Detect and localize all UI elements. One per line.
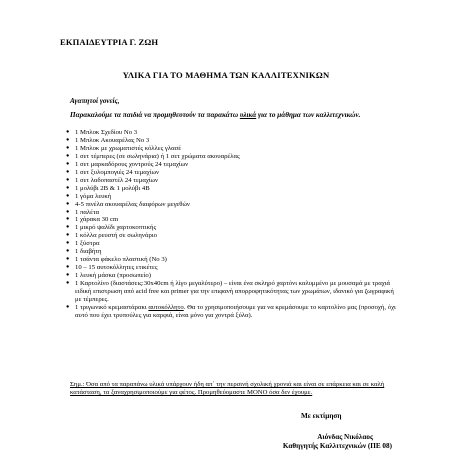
list-item: ● 1 σετ λαδοπαστέλ 24 τεμαχίων	[66, 177, 396, 185]
greeting: Αγαπητοί γονείς,	[70, 97, 120, 105]
list-item: ● 1 Μπλοκ Ακουαρέλας Νο 3	[66, 137, 396, 145]
closing-line: Με εκτίμηση	[301, 412, 342, 420]
intro-text-1: Παρακαλούμε τα παιδιά να προμηθευτούν τα παρακάτω	[70, 111, 240, 119]
materials-list	[66, 129, 396, 320]
item-text-prefix: 1 τριγωνικό κρεμαστάρακι	[75, 303, 149, 311]
list-item: ● 1 μικρό ψαλίδι χαρτοκοπτικής	[66, 224, 396, 232]
list-item: ● 1 παλέτα	[66, 209, 396, 217]
list-item: ● 1 λευκή μάσκα (προσωπείο)	[66, 272, 396, 280]
item-text-suffix: . Θα το χρησιμοποιήσουμε για να κρεμάσουμε το καρτολίνο μας (προσοχή, όχι αυτό που έχει τρυπούλες για καρφιά, είναι μόνο για χοντρά ξύλα).	[75, 303, 396, 319]
intro-paragraph	[70, 111, 400, 119]
list-item: ● 1 σετ μαρκαδόρους χοντρούς 24 τεμαχίων	[66, 161, 396, 169]
intro-underlined-word: υλικά	[239, 111, 257, 119]
list-item: ● 1 τσάντα φάκελο πλαστική (Νο 3)	[66, 256, 396, 264]
intro-text-2: για το μάθημα των καλλιτεχνικών.	[256, 111, 361, 119]
list-item: ● 1 μολύβι 2Β & 1 μολύβι 4Β	[66, 185, 396, 193]
list-item	[66, 304, 396, 320]
signature-name: Αιόνδας Νικόλαος	[317, 433, 373, 441]
list-item: ● 1 Μπλοκ με χρωματιστές κόλλες γλασέ	[66, 145, 396, 153]
signature-role: Καθηγητής Καλλιτεχνικών (ΠΕ 08)	[282, 442, 392, 450]
list-item: ● 1 Μπλοκ Σχεδίου Νο 3	[66, 129, 396, 137]
list-item: ● 4-5 πινέλα ακουαρέλας διαφόρων μεγεθών	[66, 201, 396, 209]
document-title: ΥΛΙΚΑ ΓΙΑ ΤΟ ΜΑΘΗΜΑ ΤΩΝ ΚΑΛΛΙΤΕΧΝΙΚΩΝ	[122, 70, 330, 80]
list-item: ● 1 κόλλα ρευστή σε σωληνάριο	[66, 232, 396, 240]
list-item: ● 1 χάρακα 30 cm	[66, 216, 396, 224]
item-underlined-word: αυτοκόλλητο	[148, 303, 184, 311]
list-item: ● 1 σετ ξυλομπογιές 24 τεμαχίων	[66, 169, 396, 177]
list-item: ● 10 – 15 αυτοκόλλητες ετικέτες	[66, 264, 396, 272]
list-item: ● 1 ξύστρα	[66, 240, 396, 248]
list-item: ● 1 διαβήτη	[66, 248, 396, 256]
list-item: ● 1 γόμα λευκή	[66, 193, 396, 201]
note-paragraph: Σημ.: Όσα από τα παραπάνω υλικά υπάρχουν ήδη απ΄ την περσινή σχολική χρονιά και είναι σε επάρκεια και σε καλή κατάσταση, τα ξαναχρησιμοποιούμε για φέτος. Προμηθεύομαστε ΜΟΝΟ όσα δεν έχουμε.	[70, 381, 385, 397]
teacher-header: ΕΚΠΑΙΔΕΥΤΡΙΑ Γ. ΖΩΗ	[60, 37, 159, 47]
list-item: ● 1 Καρτολίνο (διαστάσεις:30x40cm ή λίγο μεγαλύτερο) – είναι ένα σκληρό χαρτόνι καλυμμένο με μουσαμά με τραχιά ειδική επιστρωση από acid free και primer για την επιφανή απορροφητικότητας των χρωμάτων, ιδανικό για ζωγραφική με τέμπερες.	[66, 280, 396, 304]
list-item: ● 1 σετ τέμπερες (σε σωληνάρια) ή 1 σετ χρώματα ακουαρέλας	[66, 153, 396, 161]
